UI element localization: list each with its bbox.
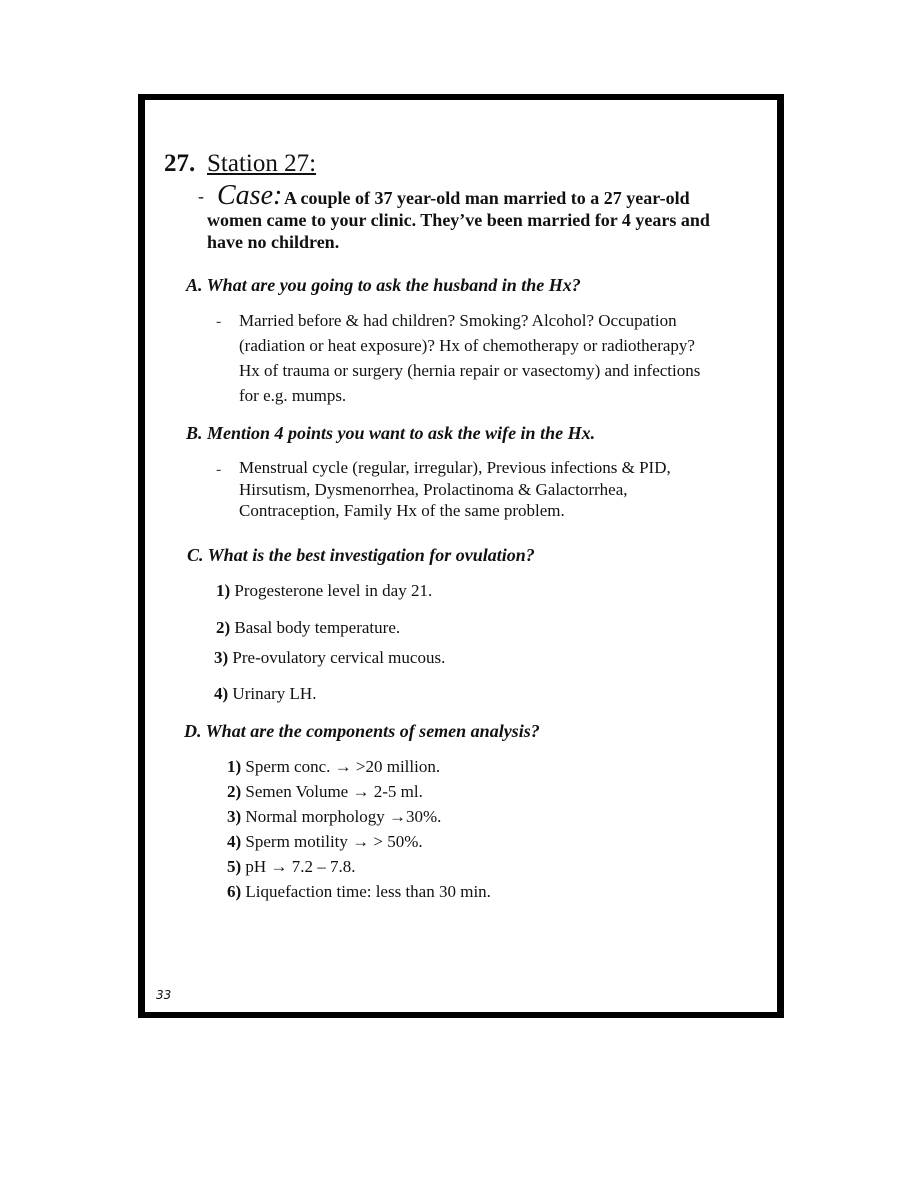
case-label: Case: bbox=[217, 180, 283, 211]
answer-a-line-2: (radiation or heat exposure)? Hx of chemotherapy or radiotherapy? bbox=[239, 336, 695, 355]
answer-a-line-1: Married before & had children? Smoking? Alcohol? Occupation bbox=[239, 311, 677, 330]
item-number: 1) bbox=[227, 757, 242, 776]
item-text: Pre-ovulatory cervical mucous. bbox=[232, 648, 446, 667]
item-text: pH → 7.2 – 7.8. bbox=[245, 857, 356, 876]
item-text: Basal body temperature. bbox=[234, 618, 401, 637]
answer-a-line-3: Hx of trauma or surgery (hernia repair or vasectomy) and infections bbox=[239, 361, 701, 380]
item-text: Semen Volume → 2-5 ml. bbox=[245, 782, 423, 801]
semen-item-3 bbox=[227, 807, 441, 827]
question-d: D. What are the components of semen analysis? bbox=[184, 721, 540, 741]
item-number: 2) bbox=[216, 618, 231, 637]
case-line-3: have no children. bbox=[207, 232, 340, 252]
item-text: Progesterone level in day 21. bbox=[234, 581, 433, 600]
semen-item-1 bbox=[227, 757, 440, 777]
ovulation-item-4 bbox=[214, 684, 316, 704]
question-c: C. What is the best investigation for ovulation? bbox=[187, 545, 535, 565]
answer-a-text bbox=[239, 308, 700, 408]
ovulation-item-3 bbox=[214, 648, 445, 668]
ovulation-item-1 bbox=[216, 581, 432, 601]
question-b: B. Mention 4 points you want to ask the wife in the Hx. bbox=[186, 423, 596, 443]
answer-b-line-1: Menstrual cycle (regular, irregular), Previous infections & PID, bbox=[239, 458, 671, 477]
answer-a-line-4: for e.g. mumps. bbox=[239, 386, 347, 405]
item-number: 4) bbox=[227, 832, 242, 851]
ovulation-item-2 bbox=[216, 618, 400, 638]
item-number: 1) bbox=[216, 581, 231, 600]
semen-item-4 bbox=[227, 832, 423, 852]
answer-b-line-3: Contraception, Family Hx of the same problem. bbox=[239, 501, 565, 520]
item-number: 2) bbox=[227, 782, 242, 801]
item-number: 3) bbox=[227, 807, 242, 826]
page-number: 33 bbox=[156, 988, 172, 1002]
station-number: 27. bbox=[164, 150, 196, 177]
item-text: Urinary LH. bbox=[232, 684, 317, 703]
semen-item-5 bbox=[227, 857, 355, 877]
item-number: 4) bbox=[214, 684, 229, 703]
station-title: Station 27: bbox=[207, 150, 317, 177]
answer-b-line-2: Hirsutism, Dysmenorrhea, Prolactinoma & Galactorrhea, bbox=[239, 479, 628, 499]
item-number: 3) bbox=[214, 648, 229, 667]
item-number: 5) bbox=[227, 857, 242, 876]
question-a: A. What are you going to ask the husband in the Hx? bbox=[186, 275, 581, 295]
answer-b-text bbox=[239, 457, 671, 522]
item-number: 6) bbox=[227, 882, 242, 901]
item-text: Sperm motility → > 50%. bbox=[245, 832, 423, 851]
case-line-2: women came to your clinic. They’ve been married for 4 years and bbox=[207, 210, 710, 230]
semen-item-2 bbox=[227, 782, 423, 802]
semen-item-6 bbox=[227, 882, 491, 902]
answer-b-dash: - bbox=[216, 461, 222, 478]
case-line-1: A couple of 37 year-old man married to a 27 year-old bbox=[284, 188, 690, 208]
item-text: Sperm conc. → >20 million. bbox=[245, 757, 441, 776]
item-text: Liquefaction time: less than 30 min. bbox=[245, 882, 491, 901]
item-text: Normal morphology →30%. bbox=[245, 807, 442, 826]
case-bullet-dash: - bbox=[198, 186, 204, 206]
answer-a-dash: - bbox=[216, 313, 222, 330]
